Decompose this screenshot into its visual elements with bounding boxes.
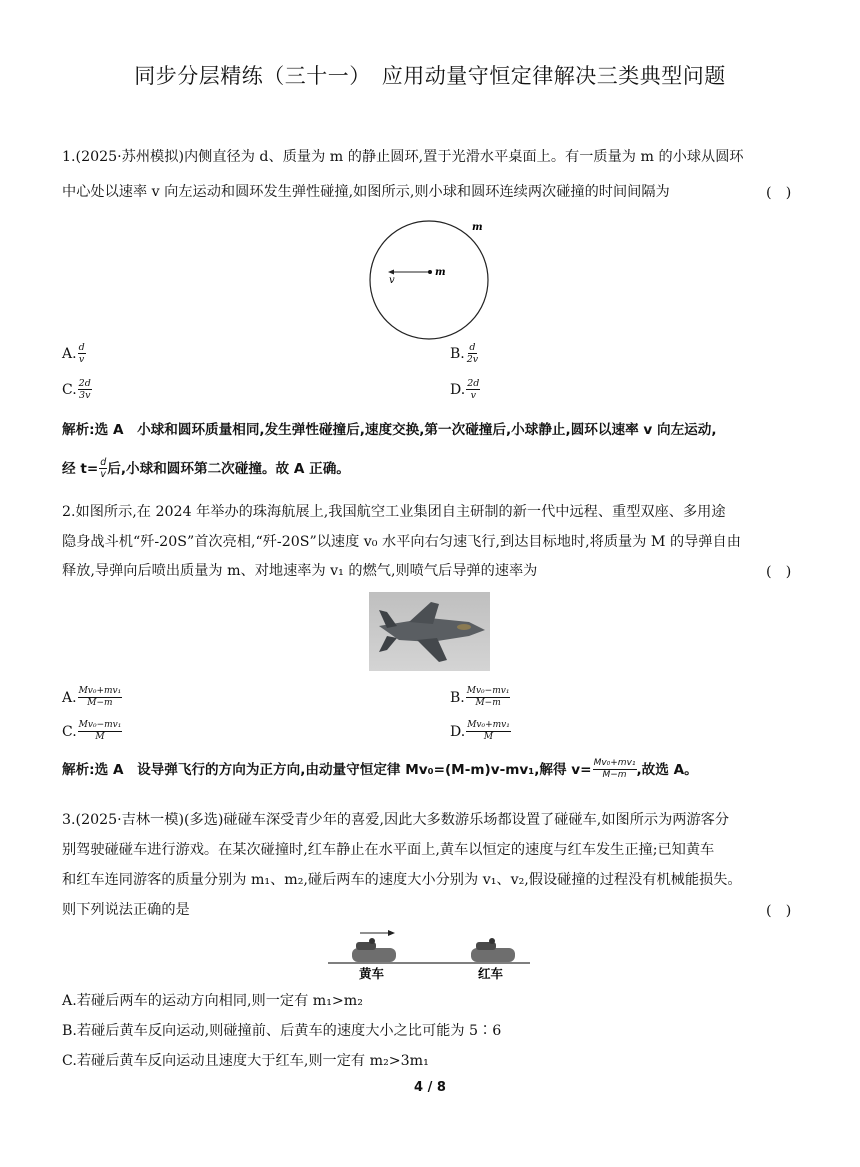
q2-option-b: [450, 686, 510, 709]
page-number: 4 / 8: [414, 1080, 446, 1095]
fraction-denominator: M−m: [87, 698, 113, 708]
q3-stem-line3: 和红车连同游客的质量分别为 m₁、m₂,碰后两车的速度大小分别为 v₁、v₂,假设碰撞的过程没有机械能损失。: [62, 872, 742, 888]
red-car-icon: [471, 938, 515, 962]
fraction-numerator: Mv₀+mv₁: [467, 720, 510, 730]
q2-stem-line2: 隐身战斗机“歼-20S”首次亮相,“歼-20S”以速度 v₀ 水平向右匀速飞行,到达目标地时,将质量为 M 的导弹自由: [62, 534, 741, 550]
q1-option-a: [62, 342, 86, 365]
fraction-denominator: v: [470, 390, 476, 401]
q3-stem-line1: 3.(2025·吉林一模)(多选)碰碰车深受青少年的喜爱,因此大多数游乐场都设置了碰碰车,如图所示为两游客分: [62, 812, 730, 828]
q2-answer-paren: ( ): [766, 564, 792, 580]
option-letter: B.: [450, 689, 465, 706]
yellow-car-icon: [352, 938, 396, 962]
fraction-numerator: Mv₀−mv₁: [466, 686, 510, 696]
motion-arrowhead: [388, 930, 395, 936]
q2-stem-line1: 2.如图所示,在 2024 年举办的珠海航展上,我国航空工业集团自主研制的新一代中远程、重型双座、多用途: [62, 504, 726, 520]
q1-option-d: [450, 378, 480, 401]
q1-answer-paren: ( ): [766, 185, 792, 201]
option-fraction: [466, 342, 479, 365]
solution-text: 经 t=: [62, 460, 99, 477]
q3-stem-line2: 别驾驶碰碰车进行游戏。在某次碰撞时,红车静止在水平面上,黄车以恒定的速度与红车发生正撞;已知黄车: [62, 842, 715, 858]
option-letter: D.: [450, 381, 466, 398]
option-letter: A.: [62, 345, 77, 362]
option-fraction: [78, 342, 86, 365]
solution-fraction: [593, 758, 637, 781]
option-fraction: [466, 378, 480, 401]
fraction-denominator: M: [95, 732, 105, 742]
q2-option-d: [450, 720, 511, 743]
option-fraction: [466, 720, 511, 743]
q3-option-c: C.若碰后黄车反向运动且速度大于红车,则一定有 m₂>3m₁: [62, 1053, 429, 1069]
fraction-numerator: d: [100, 457, 107, 468]
option-letter: D.: [450, 723, 466, 740]
fraction-denominator: v: [100, 469, 107, 480]
option-fraction: [78, 378, 92, 401]
q1-solution-line2: [62, 457, 350, 480]
ball-mass-label: m: [435, 267, 446, 278]
ring-mass-label: m: [472, 222, 483, 233]
fraction-numerator: Mv₀+mv₁: [593, 758, 636, 768]
q2-stem-line3: 释放,导弹向后喷出质量为 m、对地速率为 v₁ 的燃气,则喷气后导弹的速率为: [62, 563, 538, 579]
solution-text: ,故选 A。: [636, 761, 698, 778]
q3-answer-paren: ( ): [766, 903, 792, 919]
fraction-numerator: Mv₀−mv₁: [78, 720, 122, 730]
q3-bumper-cars-figure: [326, 924, 532, 984]
fraction-denominator: M−m: [602, 770, 627, 780]
fraction-numerator: 2d: [467, 378, 480, 389]
option-letter: C.: [62, 381, 77, 398]
q1-option-b: [450, 342, 479, 365]
fraction-numerator: d: [78, 342, 85, 353]
velocity-arrowhead: [388, 270, 394, 275]
option-fraction: [466, 686, 511, 709]
page-title: 同步分层精练（三十一） 应用动量守恒定律解决三类典型问题: [134, 64, 726, 88]
solution-text: 解析:选 A 设导弹飞行的方向为正方向,由动量守恒定律 Mv₀=(M-m)v-mv₁,解得 v=: [62, 761, 592, 778]
q3-stem-line4: 则下列说法正确的是: [62, 902, 190, 918]
option-letter: C.: [62, 723, 77, 740]
yellow-car-label: 黄车: [359, 966, 385, 981]
q1-ring-figure: [368, 214, 496, 344]
q2-solution: [62, 758, 698, 781]
q1-solution-line1: 解析:选 A 小球和圆环质量相同,发生弹性碰撞后,速度交换,第一次碰撞后,小球静止,圆环以速率 v 向左运动,: [62, 422, 717, 438]
fraction-numerator: 2d: [78, 378, 91, 389]
ball-dot: [428, 270, 432, 274]
solution-fraction: [99, 457, 107, 480]
velocity-label: v: [389, 275, 395, 286]
fraction-numerator: Mv₀+mv₁: [78, 686, 122, 696]
q3-option-b: B.若碰后黄车反向运动,则碰撞前、后黄车的速度大小之比可能为 5∶6: [62, 1023, 502, 1039]
fraction-denominator: 2v: [466, 354, 479, 365]
option-fraction: [78, 686, 123, 709]
q3-option-a: A.若碰后两车的运动方向相同,则一定有 m₁>m₂: [62, 993, 363, 1009]
q1-option-c: [62, 378, 92, 401]
fraction-denominator: v: [78, 354, 85, 365]
ring-circle: [370, 221, 488, 339]
fraction-numerator: d: [469, 342, 476, 353]
red-car-label: 红车: [478, 966, 504, 981]
q1-stem-line1: 1.(2025·苏州模拟)内侧直径为 d、质量为 m 的静止圆环,置于光滑水平桌面上。有一质量为 m 的小球从圆环: [62, 149, 744, 165]
fraction-denominator: 3v: [79, 390, 91, 401]
option-letter: A.: [62, 689, 77, 706]
q1-stem-line2: 中心处以速率 v 向左运动和圆环发生弹性碰撞,如图所示,则小球和圆环连续两次碰撞的时间间隔为: [62, 184, 670, 200]
solution-text: 后,小球和圆环第二次碰撞。故 A 正确。: [107, 460, 350, 477]
q2-option-a: [62, 686, 122, 709]
q2-fighter-jet-photo: [369, 592, 490, 671]
fraction-denominator: M−m: [475, 698, 501, 708]
option-letter: B.: [450, 345, 465, 362]
option-fraction: [78, 720, 123, 743]
q2-option-c: [62, 720, 122, 743]
fraction-denominator: M: [483, 732, 494, 742]
